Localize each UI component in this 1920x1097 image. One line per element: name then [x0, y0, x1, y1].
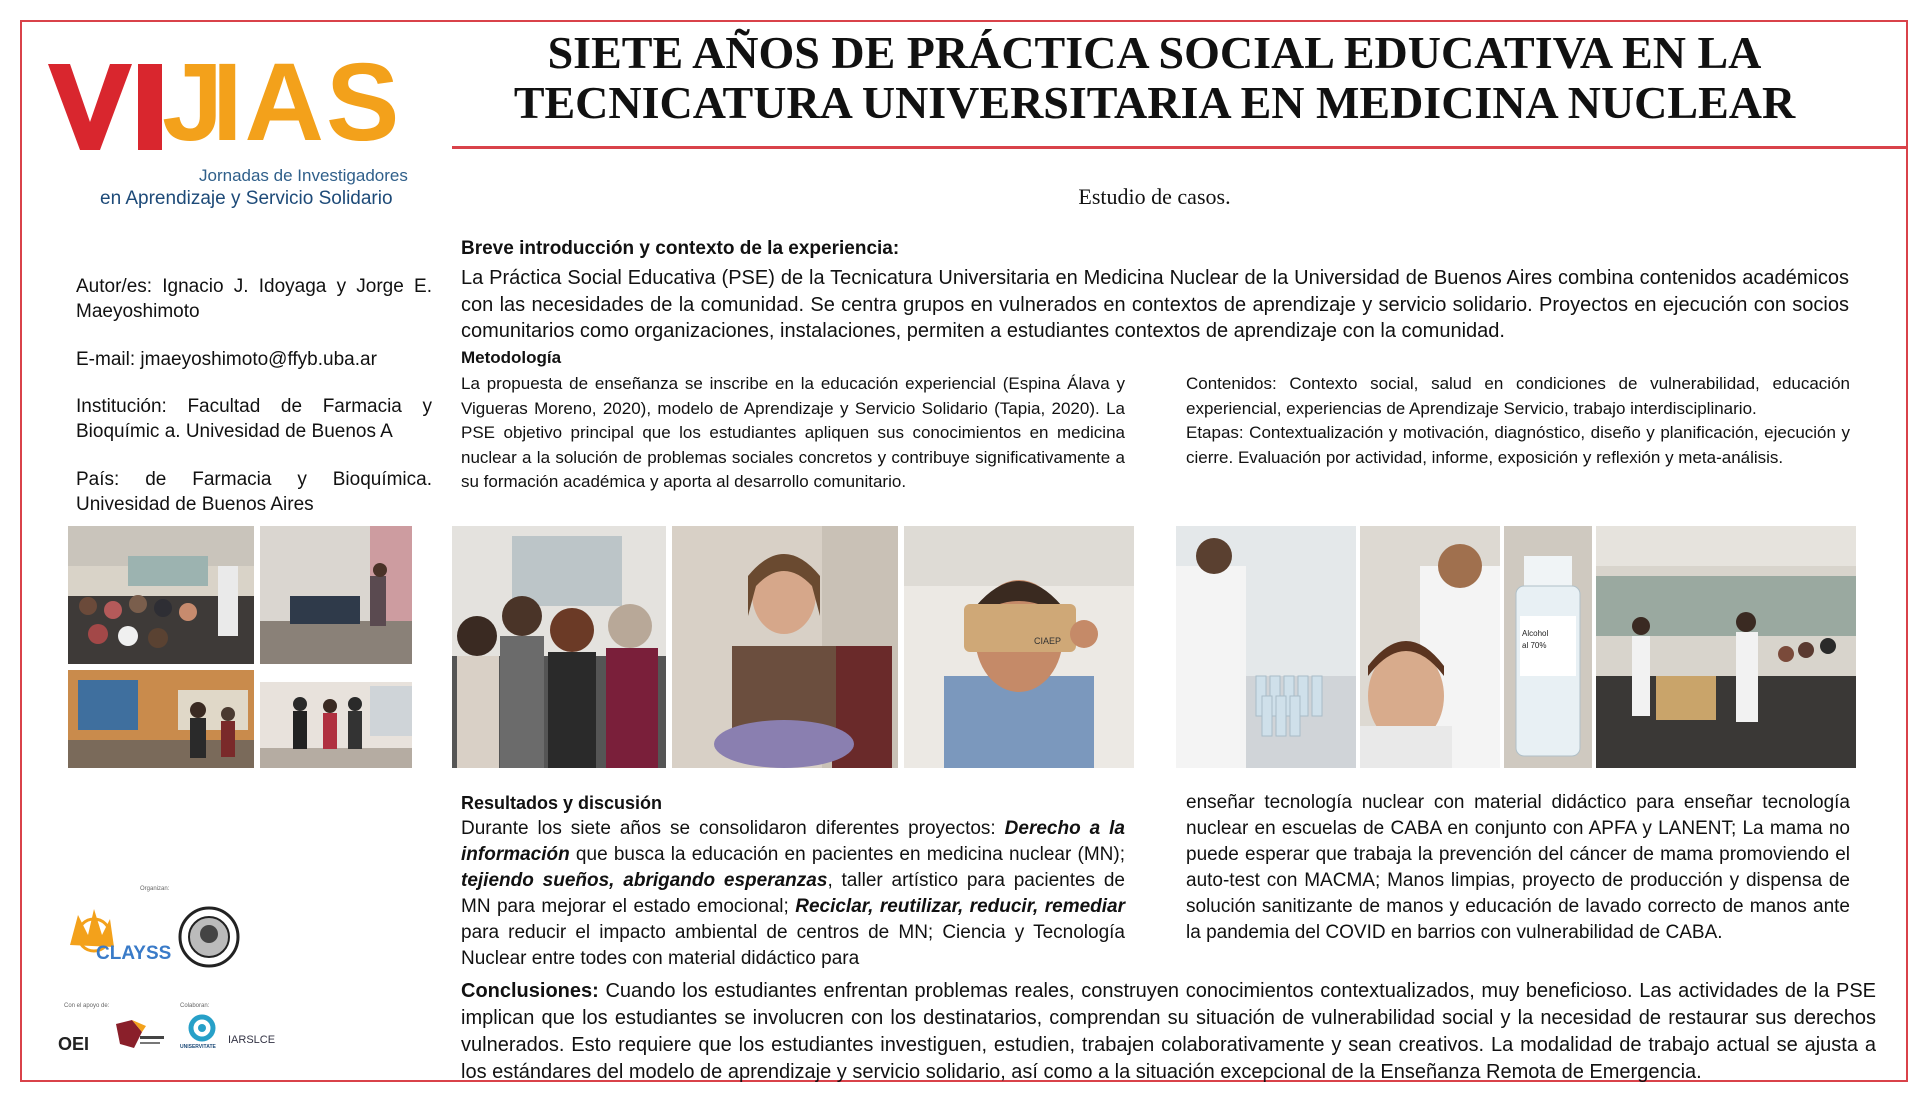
- methodology-text: La propuesta de enseñanza se inscribe en la educación experiencial (Espina Álava y Vigueras Moreno, 2020), modelo de Aprendizaje y Servicio Solidario (Tapia, 2020). La PSE objetivo principal que los estudiantes apliquen sus conocimientos en medicina nuclear a la solución de problemas sociales concretos y contribuye significativamente a su formación académica y aporta al desarrollo comunitario.: [461, 374, 1125, 491]
- vijias-logo: [44, 42, 434, 212]
- title-line-2: TECNICATURA UNIVERSITARIA EN MEDICINA NUCLEAR: [513, 77, 1796, 128]
- photo-alcohol-bottle: [1504, 526, 1592, 768]
- logo-subtitle-2: en Aprendizaje y Servicio Solidario: [100, 188, 393, 209]
- results-text-left: [461, 816, 1125, 972]
- title-line-1: SIETE AÑOS DE PRÁCTICA SOCIAL EDUCATIVA EN LA: [547, 27, 1762, 78]
- methodology-stages: Etapas: Contextualización y motivación, diagnóstico, diseño y planificación, ejecución y cierre. Evaluación por actividad, informe, exposición y reflexión y meta-análisis.: [1186, 423, 1850, 467]
- project-derecho-informacion: Derecho a la información: [461, 818, 1125, 865]
- red-iberoamericana-logo: [112, 1018, 168, 1054]
- uniservitate-logo: [180, 1014, 224, 1054]
- institution-text: Institución: Facultad de Farmacia y Bioquímic a. Univesidad de Buenos A: [76, 396, 432, 442]
- conclusions-heading: Conclusiones:: [461, 980, 599, 1002]
- results-heading: Resultados y discusión: [461, 793, 663, 813]
- conclusions-body: Cuando los estudiantes enfrentan problemas reales, construyen conocimientos contextualizados, muy beneficioso. Las actividades de la PSE implican que los estudiantes se involucren con los destinatarios, comprendan su situación de vulnerabilidad social y la necesidad de restaurar sus derechos vulnerados. Esto requiere que los estudiantes investiguen, estudien, trabajen colaborativamente y sean creativos. La modalidad de trabajo actual se ajusta a los estándares del modelo de aprendizaje y servicio solidario, así como a la situación excepcional de la Enseñanza Remota de Emergencia.: [461, 980, 1876, 1083]
- intro-heading: Breve introducción y contexto de la experiencia:: [461, 238, 900, 259]
- svg-text:al 70%: al 70%: [1522, 641, 1547, 650]
- logo-letter-j: J: [162, 41, 224, 164]
- svg-text:Alcohol: Alcohol: [1522, 629, 1549, 638]
- clayss-logo-text: CLAYSS: [96, 943, 172, 964]
- poster-title: [452, 28, 1857, 128]
- university-seal-logo: [178, 906, 240, 968]
- iarslce-logo: IARSLCE: [228, 1034, 276, 1046]
- results-text-4: para reducir el impacto ambiental de centros de MN; Ciencia y Tecnología Nuclear entre todes con material didáctico para: [461, 922, 1125, 969]
- svg-text:CIAEP: CIAEP: [1034, 636, 1062, 646]
- photo-students-hallway: [68, 670, 254, 768]
- project-tejiendo-suenos: tejiendo sueños, abrigando esperanzas: [461, 870, 828, 891]
- methodology-contents: Contenidos: Contexto social, salud en condiciones de vulnerabilidad, educación experiencial, experiencias de Aprendizaje Servicio, trabajo interdisciplinario.: [1186, 374, 1850, 418]
- con-apoyo-label: Con el apoyo de:: [64, 1003, 110, 1009]
- methodology-heading: Metodología: [461, 348, 562, 367]
- logo-subtitle-1: Jornadas de Investigadores: [199, 166, 408, 185]
- results-text-right: enseñar tecnología nuclear con material didáctico para enseñar tecnología nuclear en escuelas de CABA en conjunto con APFA y LANENT; La mama no puede esperar que trabaja la prevención del cáncer de mama promoviendo el auto-test con MACMA; Manos limpias, proyecto de producción y dispensa de solución sanitizante de manos y educación de lavado correcto de manos ante la pandemia del COVID en barrios con vulnerabilidad de CABA.: [1186, 792, 1850, 943]
- photo-classroom-audience: [68, 526, 254, 664]
- intro-text: La Práctica Social Educativa (PSE) de la Tecnicatura Universitaria en Medicina Nuclear de la Universidad de Buenos Aires combina contenidos académicos con las necesidades de la comunidad. Se centra grupos en vulnerados en contextos de aprendizaje y servicio solidario. Proyectos en ejecución con socios comunitarios como organizaciones, instalaciones, permiten a estudiantes contextos de aprendizaje con la comunidad.: [461, 267, 1849, 342]
- organizan-label: Organizan:: [140, 886, 170, 892]
- photo-classroom-demo: [1596, 526, 1856, 768]
- photo-man-vr-headset: [904, 526, 1134, 768]
- photo-waiting-room: [260, 526, 412, 664]
- photo-woman-knitting: [672, 526, 898, 768]
- email-text: E-mail: jmaeyoshimoto@ffyb.uba.ar: [76, 349, 377, 370]
- colaboran-label: Colaboran:: [180, 1003, 210, 1009]
- results-text-3: , taller artístico para pacientes de MN para mejorar el estado emocional;: [461, 870, 1125, 917]
- project-reciclar: Reciclar, reutilizar, reducir, remediar: [795, 896, 1126, 917]
- oei-logo: OEI: [58, 1034, 90, 1054]
- title-divider: [452, 146, 1908, 149]
- clayss-logo: [64, 905, 172, 967]
- photo-group-women: [452, 526, 666, 768]
- poster-subtitle: Estudio de casos.: [1078, 184, 1231, 209]
- photo-selfie-lab: [1360, 526, 1500, 768]
- results-text-1: Durante los siete años se consolidaron diferentes proyectos:: [461, 818, 1005, 839]
- conclusions-text: [461, 978, 1876, 1086]
- results-text-2: que busca la educación en pacientes en medicina nuclear (MN);: [569, 844, 1125, 865]
- logo-letters-ias: IAS: [212, 41, 402, 164]
- photo-students-presentation: [260, 670, 412, 768]
- vi-logo-mark: [48, 64, 166, 150]
- photo-lab-bottles: [1176, 526, 1356, 768]
- uniservitate-logo-text: UNISERVITATE: [180, 1044, 216, 1050]
- authors-text: Autor/es: Ignacio J. Idoyaga y Jorge E. Maeyoshimoto: [76, 276, 432, 322]
- country-text: País: de Farmacia y Bioquímica. Univesidad de Buenos Aires: [76, 469, 432, 515]
